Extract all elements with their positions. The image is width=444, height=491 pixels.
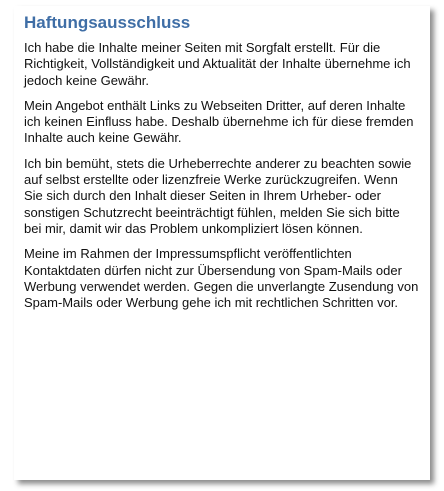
paragraph-spam-notice: Meine im Rahmen der Impressumspflicht veröffentlichten Kontaktdaten dürfen nicht zur Übersendung von Spam-Mails oder Werbung verwendet werden. Gegen die unverlangte Zusendung von Spam-Mails oder Werbung gehe ich mit rechtlichen Schritten vor. <box>24 246 419 311</box>
page-title: Haftungsausschluss <box>24 13 191 32</box>
paragraph-content-liability: Ich habe die Inhalte meiner Seiten mit Sorgfalt erstellt. Für die Richtigkeit, Vollständigkeit und Aktualität der Inhalte übernehme ich jedoch keine Gewähr. <box>24 40 411 88</box>
paragraph-copyright: Ich bin bemüht, stets die Urheberrechte anderer zu beachten sowie auf selbst erstellte oder lizenzfreie Werke zurückzugreifen. Wenn Sie sich durch den Inhalt dieser Seiten in Ihrem Urheber- oder sonstigen Schutzrecht beeinträchtigt fühlen, melden Sie sich bitte bei mir, damit wir das Problem unkompliziert lösen können. <box>24 155 412 236</box>
paragraph-external-links: Mein Angebot enthält Links zu Webseiten Dritter, auf deren Inhalte ich keinen Einfluss habe. Deshalb übernehme ich für diese fremden Inhalte auch keine Gewähr. <box>24 97 414 146</box>
disclaimer-panel <box>14 6 430 480</box>
